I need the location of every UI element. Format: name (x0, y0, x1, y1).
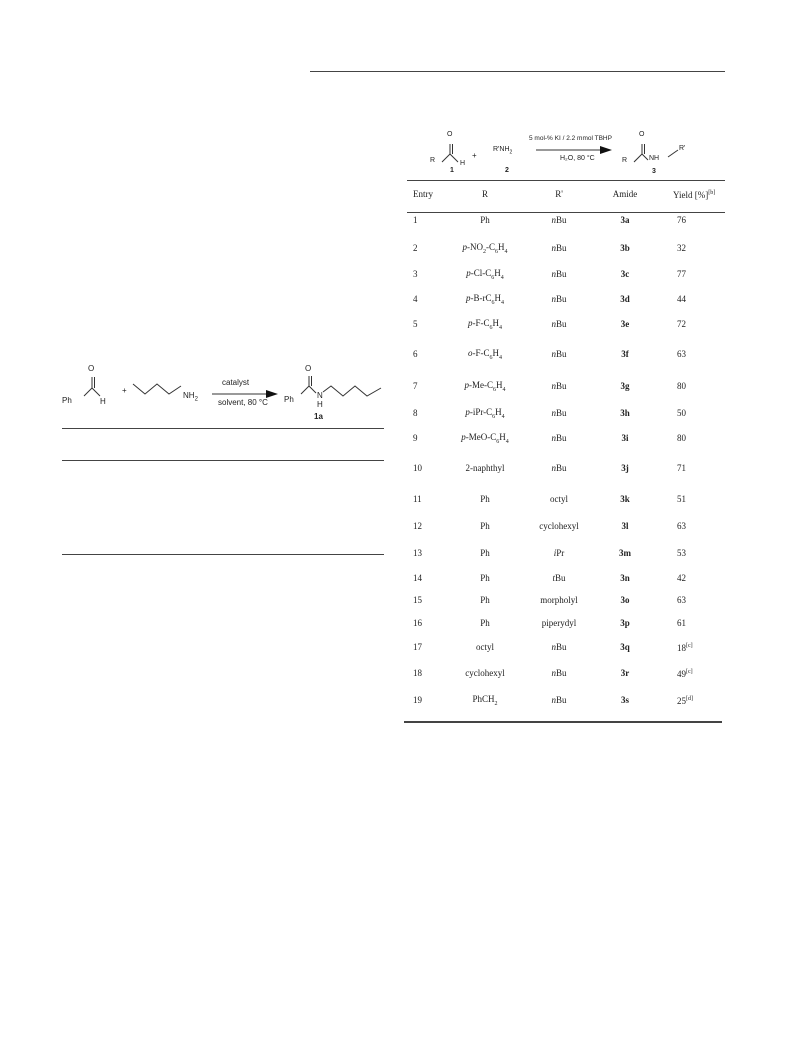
r-text: Ph (480, 618, 490, 629)
left-arrow-below: solvent, 80 °C (218, 398, 268, 407)
yield-note: [c] (686, 668, 693, 675)
yield-note: [d] (686, 695, 693, 702)
cell-rprime (523, 312, 595, 338)
rp-text: piperydyl (541, 618, 577, 629)
r-text-post: H (494, 267, 501, 278)
cell-rprime (523, 540, 595, 568)
cell-entry: 17 (413, 642, 422, 653)
cell-amide: 3c (620, 269, 630, 280)
yield-value: 71 (677, 463, 686, 474)
header-entry: Entry (413, 189, 433, 200)
r-subscript: 6 (493, 386, 496, 393)
right-table-top-rule (407, 180, 725, 181)
product-n: N (317, 391, 323, 400)
r-prefix: p (466, 292, 471, 303)
cell-yield (655, 568, 725, 590)
table-header-row (407, 184, 725, 206)
cell-entry: 13 (413, 548, 422, 559)
yield-value: 51 (677, 494, 686, 505)
amide-o: O (639, 131, 645, 138)
header-yield: Yield [%][b] (673, 189, 716, 200)
r-subscript: 4 (501, 299, 504, 306)
header-r: R (481, 189, 488, 200)
cell-yield (655, 426, 725, 452)
rp-text: Bu (555, 695, 567, 706)
r-text-post: H (492, 347, 499, 358)
rp-text: Pr (556, 548, 565, 559)
cell-r (447, 206, 523, 236)
cell-yield (655, 262, 725, 288)
left-table-top-rule (62, 428, 384, 429)
cell-yield (655, 402, 725, 426)
yield-value: 53 (677, 548, 686, 559)
table-row (407, 206, 725, 236)
r-prefix: p (462, 241, 467, 252)
r-prefix: p (464, 379, 469, 390)
cell-rprime (523, 338, 595, 372)
yield-value: 50 (677, 408, 686, 419)
table-row (407, 452, 725, 486)
cell-amide: 3i (621, 433, 629, 444)
rp-text: octyl (550, 494, 568, 505)
yield-value: 80 (677, 381, 686, 392)
cell-amide: 3f (621, 349, 629, 360)
right-arrow-below: H₂O, 80 °C (560, 155, 595, 162)
yield-value: 42 (677, 573, 686, 584)
compound-3-label: 3 (652, 168, 656, 175)
cell-yield (655, 612, 725, 636)
header-rprime: R' (555, 189, 563, 200)
r-subscript: 4 (500, 274, 504, 281)
reactant-o: O (88, 364, 95, 373)
rp-prefix: n (551, 319, 556, 330)
yield-value: 44 (677, 294, 686, 305)
table-row (407, 636, 725, 660)
reactant-ph: Ph (62, 396, 72, 405)
cell-rprime (523, 612, 595, 636)
cell-entry: 7 (413, 381, 418, 392)
r-text: PhCH (472, 693, 495, 704)
cell-yield (655, 312, 725, 338)
cell-r (447, 514, 523, 540)
cell-rprime (523, 636, 595, 660)
r-text: -iPr-C (469, 406, 493, 417)
product-h: H (317, 400, 323, 409)
rp-text: Bu (555, 381, 567, 392)
r-text: -MeO-C (465, 431, 497, 442)
cell-amide: 3s (620, 695, 629, 706)
table-row (407, 426, 725, 452)
cell-yield (655, 288, 725, 312)
left-table-bottom-rule (62, 554, 384, 555)
rp-prefix: n (551, 668, 556, 679)
right-table-bottom-rule (404, 721, 722, 723)
r-text: 2-naphthyl (465, 463, 505, 474)
reactant-h: H (100, 397, 106, 406)
cell-r (447, 372, 523, 402)
aldehyde-r: R (430, 157, 436, 164)
cell-r (447, 312, 523, 338)
cell-yield (655, 372, 725, 402)
yield-value: 25 (677, 695, 686, 706)
yield-value: 80 (677, 433, 686, 444)
rp-prefix: n (551, 642, 556, 653)
r-text: -F-C (472, 347, 490, 358)
rp-prefix: n (551, 243, 556, 254)
cell-amide: 3m (619, 548, 631, 559)
rp-text: Bu (555, 433, 567, 444)
cell-r (447, 288, 523, 312)
cell-amide: 3p (620, 618, 630, 629)
header-amide: Amide (612, 189, 638, 200)
table-row (407, 688, 725, 714)
cell-rprime (523, 568, 595, 590)
cell-entry: 1 (413, 215, 418, 226)
rp-prefix: n (551, 294, 556, 305)
cell-entry: 18 (413, 668, 422, 679)
cell-rprime (523, 688, 595, 714)
cell-yield (655, 338, 725, 372)
cell-rprime (523, 486, 595, 514)
r-text-post: H (495, 406, 502, 417)
cell-r (447, 568, 523, 590)
r-text: Ph (480, 573, 490, 584)
yield-value: 63 (677, 349, 686, 360)
cell-entry: 11 (413, 494, 422, 505)
table-row (407, 612, 725, 636)
cell-r (447, 402, 523, 426)
r-text: -Me-C (469, 379, 493, 390)
r-subscript: 4 (502, 386, 506, 393)
amide-rprime: R' (679, 145, 686, 152)
r-subscript: 2 (494, 700, 498, 707)
yield-value: 32 (677, 243, 686, 254)
r-subscript: 4 (501, 413, 505, 420)
rp-prefix: n (551, 408, 556, 419)
r-prefix: o (467, 347, 473, 358)
cell-entry: 2 (413, 243, 418, 254)
cell-entry: 5 (413, 319, 418, 330)
table-row (407, 568, 725, 590)
table-row (407, 402, 725, 426)
cell-entry: 3 (413, 269, 418, 280)
yield-value: 76 (677, 215, 686, 226)
r-text: Ph (480, 215, 490, 226)
cell-rprime (523, 660, 595, 688)
cell-amide: 3b (620, 243, 630, 254)
table-row (407, 236, 725, 262)
top-rule (310, 71, 725, 72)
cell-rprime (523, 514, 595, 540)
rp-text: Bu (555, 573, 566, 584)
left-arrow-above: catalyst (222, 378, 250, 387)
product-o: O (305, 364, 312, 373)
cell-entry: 16 (413, 618, 422, 629)
cell-entry: 12 (413, 521, 422, 532)
cell-rprime (523, 372, 595, 402)
yield-value: 72 (677, 319, 686, 330)
cell-amide: 3n (620, 573, 630, 584)
amide-r: R (622, 157, 628, 164)
butylamine-structure (131, 380, 191, 400)
rp-prefix: n (551, 349, 556, 360)
primary-amine: $R'NH_2$ (493, 146, 513, 156)
cell-r (447, 262, 523, 288)
n-butylbenzamide-structure (295, 370, 385, 406)
r-text: -Cl-C (470, 267, 492, 278)
cell-r (447, 636, 523, 660)
rp-prefix: t (552, 573, 555, 584)
cell-rprime (523, 288, 595, 312)
r-prefix: p (466, 267, 471, 278)
rp-prefix: n (551, 433, 556, 444)
rp-text: Bu (555, 215, 567, 226)
cell-yield (655, 486, 725, 514)
aldehyde-h: H (460, 160, 466, 167)
cell-rprime (523, 236, 595, 262)
benzaldehyde-structure (78, 372, 118, 408)
r-prefix: p (461, 431, 466, 442)
rp-text: Bu (555, 642, 567, 653)
cell-amide: 3h (620, 408, 630, 419)
r-subscript: 4 (505, 438, 509, 445)
r-text: Ph (480, 595, 490, 606)
r-text: Ph (480, 521, 490, 532)
rp-text: Bu (555, 269, 567, 280)
rp-text: cyclohexyl (539, 521, 579, 532)
r-text: cyclohexyl (465, 668, 505, 679)
cell-r (447, 236, 523, 262)
rp-prefix: n (551, 269, 556, 280)
yield-value: 49 (677, 668, 686, 679)
r-subscript: 6 (489, 354, 493, 361)
compound-2-label: 2 (505, 167, 509, 174)
r-text: Ph (480, 494, 490, 505)
yield-note: [c] (686, 642, 693, 649)
cell-r (447, 540, 523, 568)
r-text-post: H (499, 431, 506, 442)
yield-value: 77 (677, 269, 686, 280)
yield-value: 63 (677, 521, 686, 532)
right-reaction-arrow (536, 146, 612, 154)
r-subscript: 6 (495, 248, 498, 255)
cell-amide: 3o (620, 595, 630, 606)
aldehyde-o: O (447, 131, 453, 138)
rp-text: Bu (555, 463, 567, 474)
r-subscript: 4 (499, 354, 502, 361)
rp-text: morpholyl (540, 595, 578, 606)
rp-prefix: i (553, 548, 557, 559)
table-row (407, 262, 725, 288)
cell-r (447, 612, 523, 636)
rp-prefix: n (551, 381, 556, 392)
yield-value: 61 (677, 618, 686, 629)
cell-amide: 3d (620, 294, 630, 305)
cell-r (447, 688, 523, 714)
cell-yield (655, 236, 725, 262)
cell-amide: 3g (620, 381, 630, 392)
cell-entry: 14 (413, 573, 422, 584)
cell-r (447, 590, 523, 612)
r-text: Ph (480, 548, 490, 559)
cell-yield (655, 688, 725, 714)
cell-amide: 3r (620, 668, 630, 679)
r-prefix: p (467, 317, 473, 328)
rp-text: Bu (555, 668, 567, 679)
rp-text: Bu (555, 243, 567, 254)
r-text-post: -C (486, 241, 495, 252)
cell-yield (655, 540, 725, 568)
amine-nh2: $NH_2$ (183, 391, 198, 403)
cell-yield (655, 452, 725, 486)
cell-yield (655, 636, 725, 660)
r-text-post: H (496, 379, 503, 390)
compound-1-label: 1 (450, 167, 454, 174)
yield-value: 18 (677, 642, 686, 653)
r-text: octyl (476, 642, 494, 653)
cell-rprime (523, 452, 595, 486)
cell-yield (655, 660, 725, 688)
r-text-post: H (494, 292, 501, 303)
cell-amide: 3a (620, 215, 630, 226)
cell-amide: 3e (620, 319, 630, 330)
r-subscript: 6 (491, 299, 495, 306)
yield-value: 63 (677, 595, 686, 606)
right-arrow-above: 5 mol-% KI / 2.2 mmol TBHP (529, 135, 612, 142)
product-label: 1a (314, 412, 323, 421)
cell-rprime (523, 590, 595, 612)
cell-rprime (523, 402, 595, 426)
table-row (407, 312, 725, 338)
r-subscript: 6 (496, 438, 500, 445)
rp-text: Bu (555, 408, 567, 419)
r-text: -B-rC (470, 292, 492, 303)
cell-amide: 3q (620, 642, 630, 653)
cell-entry: 8 (413, 408, 418, 419)
rp-prefix: n (551, 463, 556, 474)
table-row (407, 514, 725, 540)
cell-yield (655, 206, 725, 236)
rp-text: Bu (555, 319, 567, 330)
results-table (407, 184, 725, 714)
amide-nh: NH (649, 155, 660, 162)
r-text: -NO (467, 241, 483, 252)
r-subscript: 6 (491, 274, 495, 281)
table-row (407, 486, 725, 514)
cell-entry: 9 (413, 433, 418, 444)
table-row (407, 288, 725, 312)
cell-r (447, 660, 523, 688)
table-row (407, 540, 725, 568)
cell-amide: 3k (620, 494, 630, 505)
r-prefix: p (465, 406, 470, 417)
cell-r (447, 486, 523, 514)
cell-amide: 3j (621, 463, 629, 474)
results-table-body (407, 206, 725, 714)
right-plus: + (472, 151, 477, 160)
r-text: -F-C (472, 317, 490, 328)
cell-yield (655, 590, 725, 612)
r-text-tail: H (498, 241, 505, 252)
rp-text: Bu (555, 294, 567, 305)
r-text-post: H (492, 317, 499, 328)
r-subscript: 2 (483, 248, 486, 255)
cell-r (447, 426, 523, 452)
r-subscript: 4 (499, 324, 502, 331)
cell-entry: 6 (413, 349, 418, 360)
cell-entry: 15 (413, 595, 422, 606)
cell-entry: 4 (413, 294, 418, 305)
cell-r (447, 338, 523, 372)
rp-prefix: n (551, 695, 556, 706)
cell-entry: 19 (413, 695, 422, 706)
rp-prefix: n (551, 215, 556, 226)
cell-yield (655, 514, 725, 540)
product-ph: Ph (284, 395, 294, 404)
r-subscript: 6 (492, 413, 496, 420)
table-row (407, 338, 725, 372)
cell-amide: 3l (621, 521, 629, 532)
cell-rprime (523, 426, 595, 452)
r-subscript: 6 (489, 324, 493, 331)
cell-rprime (523, 262, 595, 288)
left-reaction-arrow (212, 390, 278, 398)
cell-r (447, 452, 523, 486)
table-row (407, 590, 725, 612)
cell-rprime (523, 206, 595, 236)
table-row (407, 660, 725, 688)
rp-text: Bu (555, 349, 567, 360)
table-row (407, 372, 725, 402)
left-table-header-rule (62, 460, 384, 461)
cell-entry: 10 (413, 463, 422, 474)
r-subscript: 4 (504, 248, 508, 255)
left-plus: + (122, 386, 127, 395)
